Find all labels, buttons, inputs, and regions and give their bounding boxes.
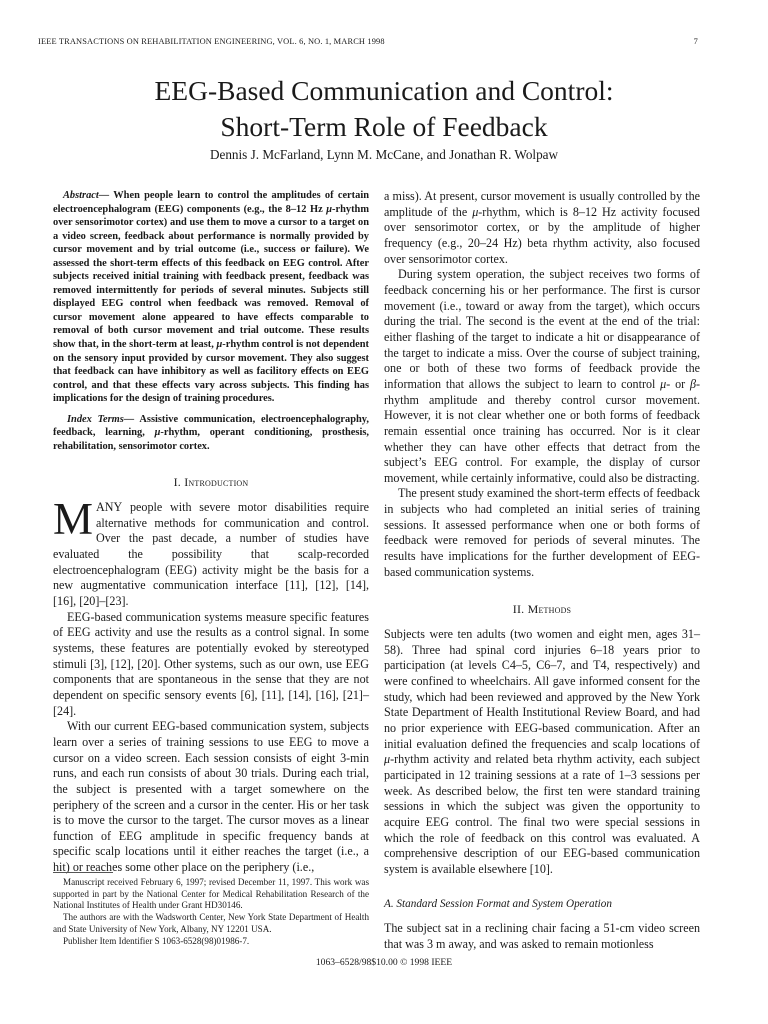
paragraph-text: - or [666, 376, 690, 391]
paragraph-text: During system operation, the subject receives two forms of feedback concerning his or her performance. The first is cursor movement (i.e., toward or away from the target), which occurs during the trial. The second is the event at the end of the trial: either flashing of the target to indicate a hit or disappearance of the target to indicate a miss. Over the course of subject training, one or both of these two forms of feedback provide the information that allows the subject to learn to control [384, 267, 700, 391]
paragraph-text: -rhythm activity and related beta rhythm activity, each subject participated in 12 training sessions at a rate of 1–3 sessions per week. As described below, the first ten were standard training sessions in which the subject was given the opportunity to acquire EEG control. The final two were special sessions in which the role of feedback on this control was evaluated. A comprehensive description of our EEG-based communication system is available elsewhere [10]. [384, 752, 700, 876]
mu-symbol: μ [154, 427, 161, 439]
right-column [384, 189, 700, 953]
footnote-rule [53, 872, 113, 873]
journal-header: IEEE TRANSACTIONS ON REHABILITATION ENGINEERING, VOL. 6, NO. 1, MARCH 1998 [38, 37, 385, 46]
footnote-affiliation: The authors are with the Wadsworth Center, New York State Department of Health and State University of New York, Albany, NY 12201 USA. [53, 912, 369, 934]
section-number: I. [173, 475, 185, 490]
title-line-1: EEG-Based Communication and Control: [154, 75, 614, 106]
left-column [53, 189, 369, 876]
mu-symbol: μ [384, 752, 391, 767]
index-terms-text: -rhythm, operant conditioning, prosthesis, rehabilitation, sensorimotor cortex. [53, 427, 369, 452]
footnote-identifier: Publisher Item Identifier S 1063-6528(98)01986-7. [63, 935, 250, 946]
footnote-manuscript: Manuscript received February 6, 1997; revised December 11, 1997. This work was supported in part by the National Center for Medical Rehabilitation Research of the National Institutes of Health under Grant HD30146. [53, 877, 369, 911]
paragraph-text: Subjects were ten adults (two women and eight men, ages 31–58). Three had spinal cord injuries 6–18 years prior to participation (at levels C4–5, C6–7, and T4, respectively) and were confined to wheelchairs. All gave informed consent for the study, which had been reviewed and approved by the New York State Department of Health Institutional Review Board, and had no prior experience with EEG-based communication. After an initial evaluation defined the frequencies and scalp locations of [384, 627, 700, 751]
paragraph-text: -rhythm amplitude and thereby control cursor movement. However, it is not clear whether one or both forms of feedback remain essential once training has occurred. Nor is it clear whether they can have other effects that detract from the subject’s EEG control. For example, the display of cursor movement, while certainly informative, could also be distracting. [384, 376, 700, 485]
section-number: II. [512, 602, 528, 617]
paper-title [40, 73, 728, 145]
abstract-text: When people learn to control the amplitudes of certain electroencephalogram (EEG) components (e.g., the 8–12 Hz [53, 190, 369, 215]
intro-paragraph-continued [384, 189, 700, 267]
mu-symbol: μ [660, 376, 667, 391]
section-heading-introduction [53, 475, 369, 491]
footnotes [53, 877, 369, 947]
section-title: Methods [527, 602, 572, 617]
paragraph-text: -rhythm, which is 8–12 Hz activity focused over sensorimotor cortex, or by the amplitude of higher frequency (e.g., 20–24 Hz) beta rhythm activity, also focused over sensorimotor cortex. [384, 204, 700, 266]
mu-symbol: μ [326, 203, 333, 215]
section-heading-methods [384, 602, 700, 618]
index-terms [53, 413, 369, 454]
intro-paragraph-present-study: The present study examined the short-term effects of feedback in subjects who had completed an initial series of training sessions. It assessed performance when one or both forms of feedback were removed for periods of several minutes. The results have implications for the further development of EEG-based communication systems. [384, 486, 701, 579]
page-number: 7 [693, 37, 698, 46]
running-head [38, 37, 698, 49]
intro-paragraph-2: EEG-based communication systems measure specific features of EEG activity and use the results as a control signal. In some systems, these features are potentially evoked by stereotyped stimuli [3], [12], [20]. Other systems, such as our own, use EEG components that are spontaneous in the sense that they are not dependent on specific sensory events [6], [11], [14], [16], [21]–[24]. [53, 609, 369, 718]
mu-symbol: μ [472, 204, 479, 219]
abstract-label: Abstract— [63, 190, 110, 201]
index-terms-text: Assistive communication, electroencephalography, feedback, learning, [53, 413, 369, 439]
paragraph-text: a miss). At present, cursor movement is usually controlled by the amplitude of the [384, 189, 700, 219]
title-line-2: Short-Term Role of Feedback [220, 111, 548, 142]
author-list: Dennis J. McFarland, Lynn M. McCane, and Jonathan R. Wolpaw [209, 147, 559, 162]
copyright-footer: 1063–6528/98$10.00 © 1998 IEEE [315, 957, 453, 968]
abstract [53, 189, 369, 406]
beta-symbol: β [689, 376, 696, 391]
subsection-heading: A. Standard Session Format and System Operation [384, 897, 612, 910]
drop-cap-continuation: ANY [96, 500, 123, 515]
paragraph-text: people with severe motor disabilities require alternative methods for communication and control. Over the past decade, a number of studies have evaluated the possibility that scalp-recorded electroencephalogram (EEG) activity might be the basis for a new augmentative communication interface [11], [12], [14], [16], [20]–[23]. [53, 500, 369, 608]
section-title: Introduction [184, 475, 249, 490]
intro-paragraph-3: With our current EEG-based communication system, subjects learn over a series of training sessions to use EEG to move a cursor on a video screen. Each session consists of eight 3-min runs, and each run consists of about 30 trials. During each trial, the subject is presented with a target somewhere on the periphery of the screen and a cursor in the center. His or her task is to move the cursor to the target. The cursor moves as a linear function of EEG amplitude in specific frequency bands at specific scalp locations until it either reaches the target (i.e., a hit) or reaches some other place on the periphery (i.e., [53, 719, 369, 875]
intro-paragraph-feedback [384, 267, 700, 486]
intro-paragraph-1 [53, 494, 369, 610]
abstract-text: -rhythm over sensorimotor cortex) and use them to move a cursor to a target on a video screen, feedback about performance is normally provided by cursor movement and by trial outcome (i.e., success or failure). We assessed the short-term effects of this feedback on EEG control. After subjects received initial training with feedback present, feedback was removed intermittently for periods of several minutes. Subjects still displayed EEG control when feedback was removed. Removal of cursor movement alone appeared to have effects comparable to removal of both cursor movement and trial outcome. These results show that, in the short-term at least, [53, 203, 369, 351]
drop-cap: M [53, 494, 94, 545]
mu-symbol: μ [216, 339, 223, 351]
index-terms-label: Index Terms— [67, 413, 135, 425]
methods-paragraph-1 [384, 627, 700, 878]
abstract-text: -rhythm control is not dependent on the sensory input provided by cursor movement. They also suggest that feedback can have inhibitory as well as facilitory effects on EEG control, and that these effects vary across subjects. This finding has implications for the design of training procedures. [53, 339, 369, 405]
methods-paragraph-2: The subject sat in a reclining chair facing a 51-cm video screen that was 3 m away, and was asked to remain motionless [384, 921, 700, 951]
